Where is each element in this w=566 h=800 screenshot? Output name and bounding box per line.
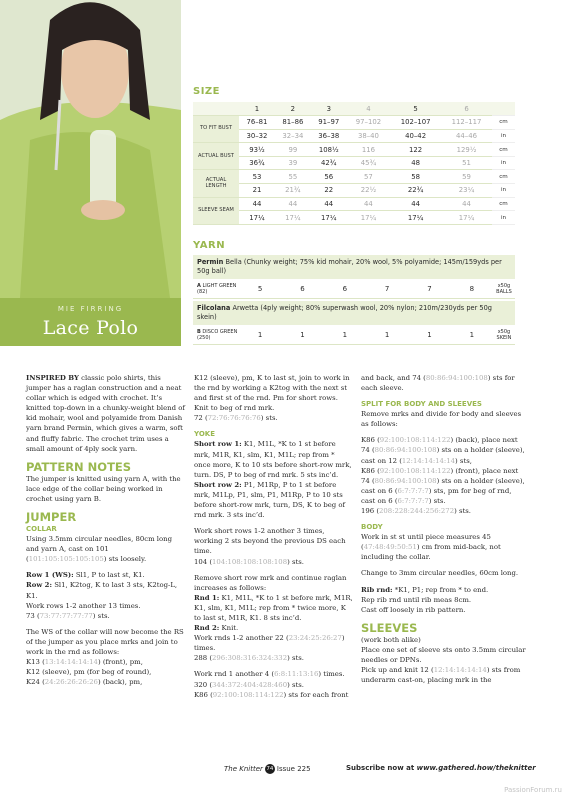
size-header-row [193,102,515,116]
yarn-b-block [193,301,515,345]
table-row: SLEEVE SEAM 44 44 44 44 44 44 cm [193,197,515,211]
footer-magazine: The Knitter 74 Issue 225 [224,765,311,773]
designer-name: MIE FIRRING [57,305,124,313]
table-row: TO FIT BUST 76–81 81–86 91–97 97–102 102–107 112–117 cm [193,116,515,130]
yarn-a-row: A LIGHT GREEN (82) 5 6 6 7 7 8 x50g BALLS [193,279,515,299]
size-col: 3 [311,102,347,116]
table-row: ACTUAL BUST 93½ 99 108½ 116 122 129½ cm [193,143,515,157]
text-column-2: K12 (sleeve), pm, K to last st, join to work in the rnd by working a K2tog with the next st and first st of the rnd. Pm for short rows. Knit to beg of rnd mrk. 72 (72:76:76:76:76) sts. YOKE Short row 1: K1, M1L, *K to 1 st before mrk, M1R, K1, slm, K1, M1L; rep from * once more, K to 10 sts before short-row mrk, turn. DS, P to beg of rnd mrk. 5 sts inc’d. Short row 2: P1, M1Rp, P to 1 st before mrk, M1Lp, P1, slm, P1, M1Rp, P to 10 sts before short-row mrk, turn, DS, K to beg of rnd mrk. 3 sts inc’d. Work short rows 1-2 another 3 times, working 2 sts beyond the previous DS each time. 104 (104:108:108:108:108) sts. Remove short row mrk and continue raglan increases as follows: Rnd 1: K1, M1L, *K to 1 st before mrk, M1R, K1, slm, K1, M1L; rep from * twice more, K to last st, M1R, K1. 8 sts inc’d. Rnd 2: Knit. Work rnds 1-2 another 22 (23:24:25:26:27) times. 288 (296:308:316:324:332) sts. Work rnd 1 another 4 (6:8:11:13:16) times. 320 (344:372:404:428:460) sts. K86 (92:100:108:114:122) sts for each front [194,374,353,699]
yarn-b-row: B DISCO GREEN (250) 1 1 1 1 1 1 x50g SKEIN [193,325,515,345]
text-column-3: and back, and 74 (80:86:94:100:108) sts for each sleeve. SPLIT FOR BODY AND SLEEVES Remove mrks and divide for body and sleeves as follows: K86 (92:100:108:114:122) (back), place next 74 (80:86:94:100:108) sts on a holder (sleeve), cast on 12 (12:14:14:14:14) sts, K86 (92:100:108:114:122) (front), place next 74 (80:86:94:100:108) sts on a holder (sleeve), cast on 6 (6:7:7:7:7) sts, pm for beg of rnd, cast on 6 (6:7:7:7:7) sts. 196 (208:228:244:256:272) sts. BODY Work in st st until piece measures 45 (47:48:49:50:51) cm from mid-back, not including the collar. Change to 3mm circular needles, 60cm long. Rib rnd: *K1, P1; rep from * to end. Rep rib rnd until rib meas 8cm. Cast off loosely in rib pattern. SLEEVES (work both alike) Place one set of sleeve sts onto 3.5mm circular needles or DPNs. Pick up and knit 12 (12:14:14:14:14) sts from underarm cast-on, placing mrk in the [361,374,526,685]
size-col: 4 [347,102,390,116]
row-label: ACTUAL BUST [193,143,239,170]
size-col: 6 [441,102,492,116]
table-row: 17¼ 17¼ 17¼ 17¼ 17¼ 17¼ in [193,211,515,225]
yarn-unit: x50g BALLS [496,282,512,295]
size-col: 2 [275,102,311,116]
pattern-notes-text: The jumper is knitted using yarn A, with the lace edge of the collar being worked in crochet using yarn B. [26,474,181,503]
text-column-1: INSPIRED BY classic polo shirts, this jumper has a raglan construction and a neat collar which is edged with crochet. It’s knitted top-down in a chunky-weight blend of kid mohair, wool and polyamide from Danish yarn brand Permin, which gives a warm, soft and fluffy fabric. The crochet trim uses a small amount of 4ply sock yarn. PATTERN NOTES The jumper is knitted using yarn A, with the lace edge of the collar being worked in crochet using yarn B. JUMPER COLLAR Using 3.5mm circular needles, 80cm long and yarn A, cast on 101 (101:105:105:105:105) sts loosely. Row 1 (WS): Sl1, P to last st, K1. Row 2: Sl1, K2tog, K to last 3 sts, K2tog-L, K1. Work rows 1-2 another 13 times. 73 (73:77:77:77:77) sts. The WS of the collar will now become the RS of the jumper as you place mrks and join to work in the rnd as follows: K13 (13:14:14:14:14) (front), pm, K12 (sleeve), pm (for beg of round), K24 (24:26:26:26:26) (back), pm, [26,374,185,687]
body-heading: BODY [361,523,383,532]
row-label: TO FIT BUST [193,116,239,143]
sleeves-heading: SLEEVES [361,620,418,635]
table-row: 30–32 32–34 36–38 38–40 40–42 44–46 in [193,129,515,143]
split-heading: SPLIT FOR BODY AND SLEEVES [361,400,482,409]
row-label: SLEEVE SEAM [193,197,239,224]
collar-heading: COLLAR [26,525,57,534]
pattern-title: Lace Polo [42,317,139,339]
footer-subscribe: Subscribe now at www.gathered.how/theknitter [346,764,536,772]
yarn-heading: YARN [193,240,226,251]
row-label: ACTUAL LENGTH [193,170,239,197]
intro-paragraph: INSPIRED BY classic polo shirts, this jumper has a raglan construction and a neat collar which is edged with crochet. It’s knitted top-down in a chunky-weight blend of kid mohair, wool and polyamide from Danish yarn brand Permin, which gives a warm, soft and fluffy fabric. The crochet trim uses a small amount of 4ply sock yarn. [26,374,185,453]
table-row: 36¾ 39 42¾ 45¾ 48 51 in [193,156,515,170]
subscribe-link[interactable]: www.gathered.how/theknitter [416,764,536,772]
table-row: 21 21¾ 22 22½ 22¾ 23¼ in [193,184,515,198]
model-photo-graphic [0,0,181,298]
cover-photo [0,0,181,298]
yoke-heading: YOKE [194,430,215,439]
size-table [193,102,515,225]
title-band [0,298,181,346]
page-number: 74 [266,766,274,772]
yarn-a-block [193,255,515,299]
yarn-b-description: Filcolana Arwetta (4ply weight; 80% superwash wool, 20% nylon; 210m/230yds per 50g skein) [193,301,515,325]
size-col: 1 [239,102,275,116]
size-heading: SIZE [193,86,221,97]
watermark: PassionForum.ru [504,786,562,794]
yarn-a-description: Permin Bella (Chunky weight; 75% kid mohair, 20% wool, 5% polyamide; 145m/159yds per 50g ball) [193,255,515,279]
pattern-notes-heading: PATTERN NOTES [26,459,132,474]
size-col: 5 [390,102,441,116]
yarn-unit: x50g SKEIN [496,328,512,341]
table-row: ACTUAL LENGTH 53 55 56 57 58 59 cm [193,170,515,184]
jumper-heading: JUMPER [26,510,77,525]
yarn-label: A LIGHT GREEN (82) [197,282,237,295]
yarn-label: B DISCO GREEN (250) [197,328,238,341]
